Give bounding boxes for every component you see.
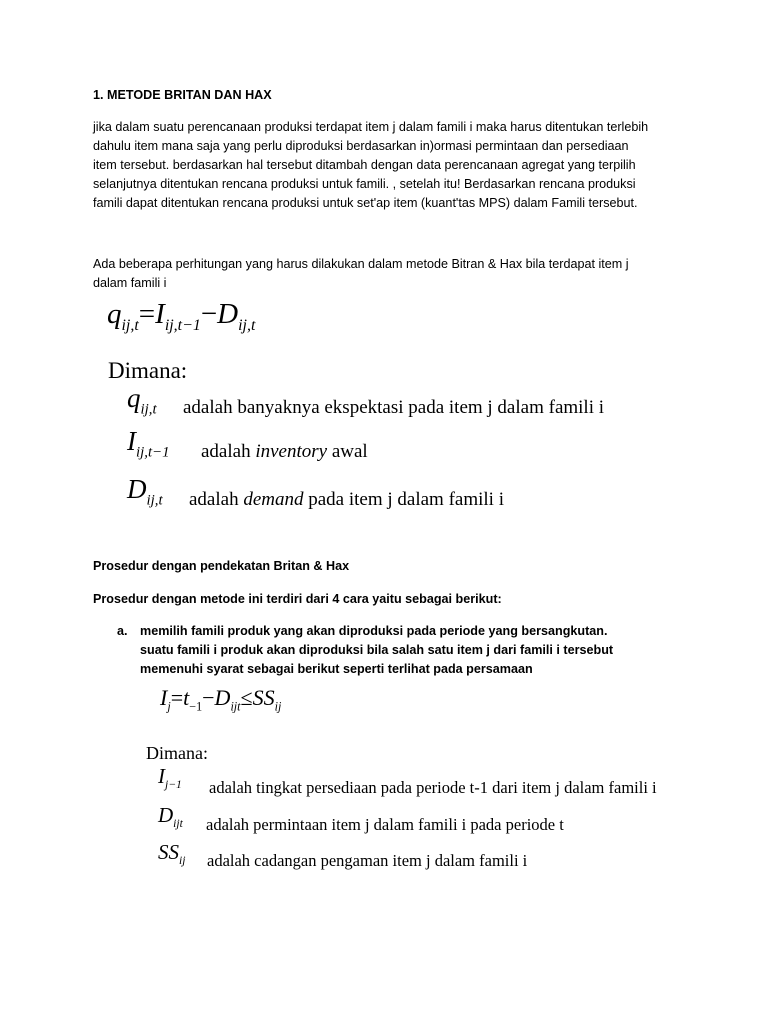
- paragraph-line: dahulu item mana saja yang perlu diproduksi berdasarkan in)ormasi permintaan dan persediaan: [93, 139, 629, 153]
- definition-row: [158, 803, 718, 833]
- paragraph-line: jika dalam suatu perencanaan produksi terdapat item j dalam famili i maka harus ditentukan terlebih: [93, 120, 649, 134]
- procedure-item-a: [117, 622, 737, 679]
- definition-text: adalah cadangan pengaman item j dalam famili i: [207, 851, 528, 870]
- definition-row: [127, 426, 747, 466]
- definition-symbol: $SS_{ij}$: [158, 840, 186, 868]
- formula-symbol: q: [107, 298, 122, 330]
- definition-symbol: $D_{ij,t}$: [127, 474, 163, 509]
- formula-symbol: I: [160, 685, 168, 710]
- formula-symbol: D: [214, 685, 231, 710]
- formula-operator: −: [202, 685, 215, 710]
- formula-subscript: ij,t: [121, 317, 139, 335]
- list-item-line: suatu famili i produk akan diproduksi bila salah satu item j dari famili i tersebut: [140, 643, 614, 657]
- paragraph-line: dalam famili i: [93, 276, 167, 290]
- formula-subscript: ij,t: [238, 317, 256, 335]
- definition-row: [158, 840, 718, 870]
- paragraph-line: item tersebut. berdasarkan hal tersebut ditambah dengan data perencanaan agregat yang terpilih: [93, 158, 636, 172]
- definition-symbol: $I_{j-1}$: [158, 764, 182, 792]
- paragraph-line: selanjutnya ditentukan rencana produksi untuk famili. , setelah itu! Berdasarkan rencana produksi: [93, 177, 636, 191]
- formula-symbol: I: [155, 298, 165, 330]
- intro-paragraph: [93, 118, 733, 213]
- list-item-line: memenuhi syarat sebagai berikut seperti terlihat pada persamaan: [140, 662, 533, 676]
- formula-symbol: SS: [252, 685, 275, 710]
- definition-row: [127, 383, 747, 423]
- definition-row: [127, 474, 747, 514]
- list-item-line: memilih famili produk yang akan diproduksi pada periode yang bersangkutan.: [140, 624, 608, 638]
- definition-text: adalah demand pada item j dalam famili i: [189, 489, 504, 510]
- where-label: Dimana:: [146, 743, 208, 763]
- definition-text: adalah tingkat persediaan pada periode t-1 dari item j dalam famili i: [209, 778, 657, 797]
- definition-text: adalah inventory awal: [201, 441, 368, 462]
- formula-expected-quantity: [107, 298, 255, 335]
- section-heading: 1. METODE BRITAN DAN HAX: [93, 88, 272, 102]
- definition-row: [158, 766, 718, 796]
- formula-symbol: D: [217, 298, 239, 330]
- definition-symbol: $q_{ij,t}$: [127, 383, 157, 418]
- formula-subscript: ij: [274, 699, 282, 714]
- formula-subscript: j: [167, 699, 171, 714]
- procedure-subheading: Prosedur dengan metode ini terdiri dari 4 cara yaitu sebagai berikut:: [93, 592, 502, 606]
- formula-subscript: ijt: [230, 699, 241, 714]
- formula-operator: =: [170, 685, 184, 710]
- where-label: Dimana:: [108, 358, 188, 383]
- formula-subscript: ij,t−1: [164, 317, 201, 335]
- definition-text: adalah banyaknya ekspektasi pada item j dalam famili i: [183, 397, 605, 418]
- calculation-intro: [93, 255, 733, 293]
- formula-subscript: −1: [189, 699, 203, 714]
- formula-inventory-condition: [160, 685, 281, 714]
- formula-operator: −: [200, 298, 218, 330]
- list-marker: a.: [117, 624, 128, 638]
- procedure-heading: Prosedur dengan pendekatan Britan & Hax: [93, 559, 350, 573]
- definition-symbol: $I_{ij,t-1}$: [127, 426, 170, 461]
- formula-operator: =: [138, 298, 156, 330]
- formula-operator: ≤: [240, 685, 253, 710]
- definition-symbol: $D_{ijt}$: [158, 803, 183, 831]
- paragraph-line: Ada beberapa perhitungan yang harus dilakukan dalam metode Bitran & Hax bila terdapat item j: [93, 257, 629, 271]
- paragraph-line: famili dapat ditentukan rencana produksi untuk set'ap item (kuant'tas MPS) dalam Famili tersebut.: [93, 196, 638, 210]
- formula-symbol: t: [183, 685, 190, 710]
- definition-text: adalah permintaan item j dalam famili i pada periode t: [206, 815, 564, 834]
